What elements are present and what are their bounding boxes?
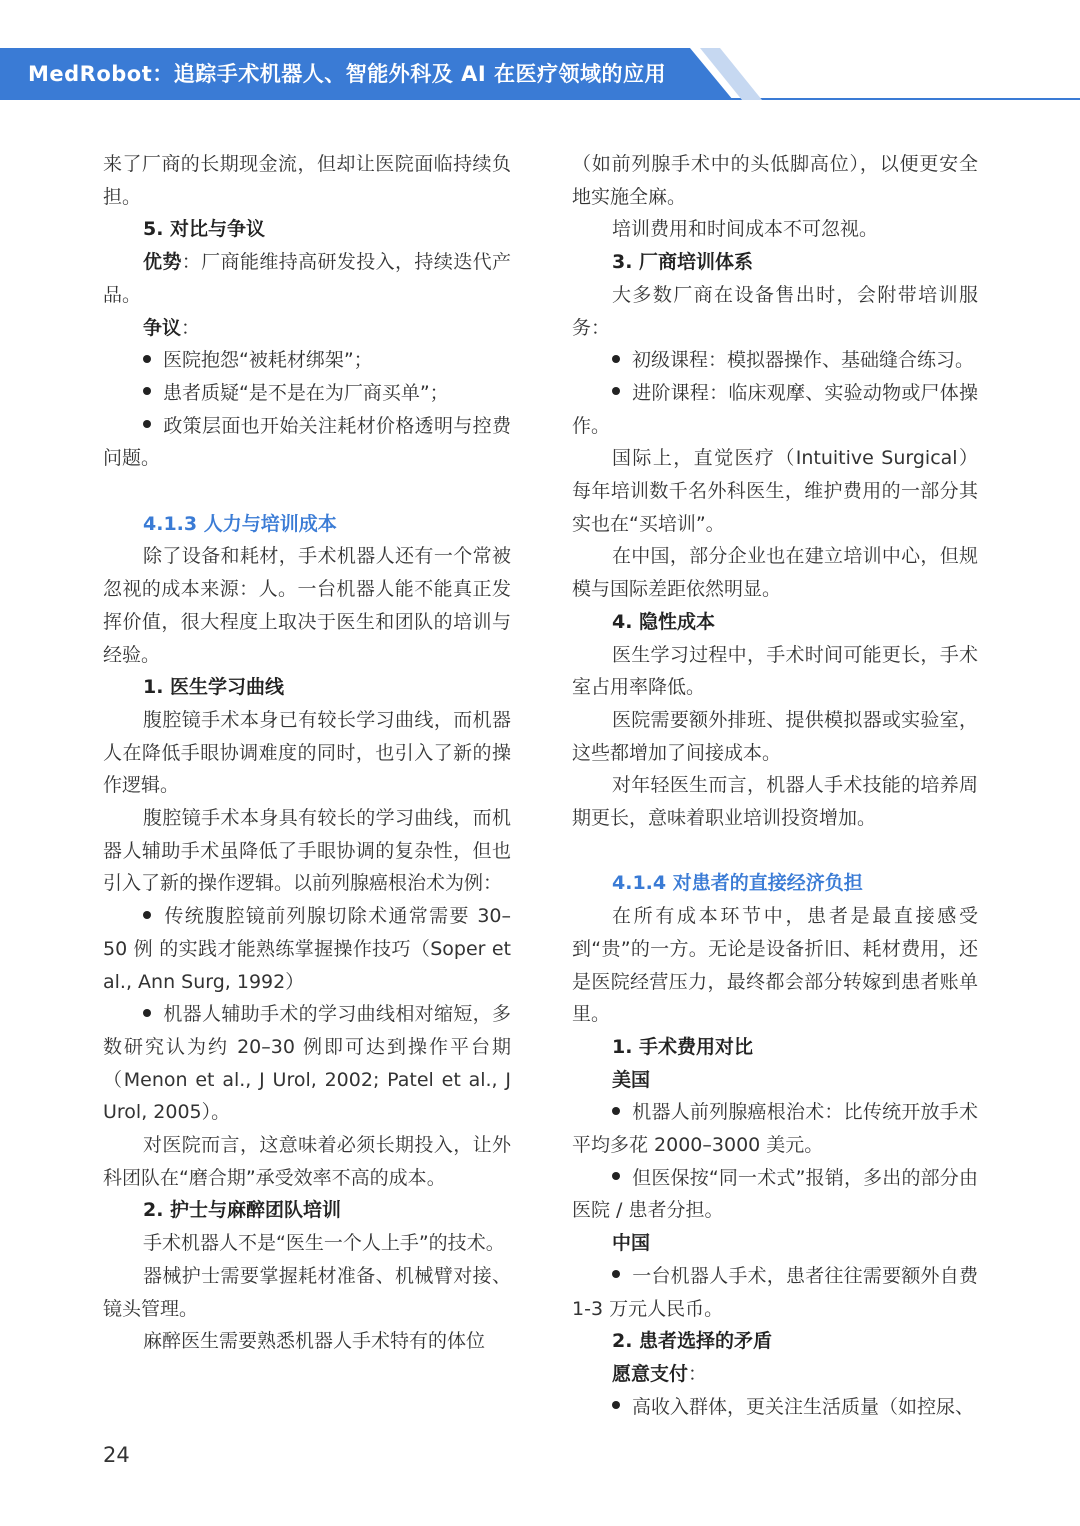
paragraph-dispute xyxy=(103,312,511,345)
paragraph: 在所有成本环节中，患者是最直接感受到“贵”的一方。无论是设备折旧、耗材费用，还是医院经营压力，最终都会部分转嫁到患者账单里。 xyxy=(572,905,978,1026)
bullet-item xyxy=(103,344,511,377)
label-china: 中国 xyxy=(612,1232,651,1255)
paragraph: 在中国，部分企业也在建立培训中心，但规模与国际差距依然明显。 xyxy=(572,545,978,601)
paragraph: 器械护士需要掌握耗材准备、机械臂对接、镜头管理。 xyxy=(103,1264,511,1320)
bullet-text: 高收入群体，更关注生活质量（如控尿、 xyxy=(632,1395,975,1418)
subheading-cost-comparison: 1. 手术费用对比 xyxy=(612,1035,754,1058)
bullet-text: 机器人辅助手术的学习曲线相对缩短，多数研究认为约 20–30 例即可达到操作平台期（Menon et al., J Urol, 2002; Patel et al., J Urol, 2005）。 xyxy=(103,1003,511,1124)
bullet-text: 政策层面也开始关注耗材价格透明与控费问题。 xyxy=(103,414,511,470)
bullet-item xyxy=(572,377,978,442)
paragraph: 来了厂商的长期现金流，但却让医院面临持续负担。 xyxy=(103,153,511,208)
bullet-item xyxy=(572,1260,978,1325)
bullet-text: 机器人前列腺癌根治术：比传统开放手术平均多花 2000–3000 美元。 xyxy=(572,1101,978,1157)
section-heading-4-1-3: 4.1.3 人力与培训成本 xyxy=(143,512,337,535)
bullet-item xyxy=(103,410,511,475)
bullet-dot-icon xyxy=(143,355,151,363)
bullet-dot-icon xyxy=(143,1009,151,1017)
bullet-item xyxy=(103,377,511,410)
bullet-text: 传统腹腔镜前列腺切除术通常需要 30–50 例 的实践才能熟练掌握操作技巧（Soper et al., Ann Surg, 1992） xyxy=(103,905,511,993)
bullet-item xyxy=(572,1391,978,1424)
paragraph: 医院需要额外排班、提供模拟器或实验室，这些都增加了间接成本。 xyxy=(572,708,978,764)
bullet-item xyxy=(572,1162,978,1227)
paragraph: 对年轻医生而言，机器人手术技能的培养周期更长，意味着职业培训投资增加。 xyxy=(572,774,978,830)
paragraph: 腹腔镜手术本身具有较长的学习曲线，而机器人辅助手术虽降低了手眼协调的复杂性，但也引入了新的操作逻辑。以前列腺癌根治术为例： xyxy=(103,807,511,895)
paragraph: 国际上，直觉医疗（Intuitive Surgical）每年培训数千名外科医生，维护费用的一部分其实也在“买培训”。 xyxy=(572,447,978,535)
bullet-dot-icon xyxy=(612,355,620,363)
dispute-colon: ： xyxy=(181,316,201,339)
paragraph: （如前列腺手术中的头低脚高位），以便更安全地实施全麻。 xyxy=(572,153,978,208)
subheading-vendor-training: 3. 厂商培训体系 xyxy=(612,251,754,274)
paragraph: 除了设备和耗材，手术机器人还有一个常被忽视的成本来源：人。一台机器人能不能真正发挥价值，很大程度上取决于医生和团队的培训与经验。 xyxy=(103,545,511,666)
bullet-item xyxy=(103,900,511,998)
willing-colon: ： xyxy=(688,1363,708,1385)
header-band-graphic xyxy=(0,0,1080,110)
subheading-hidden-cost: 4. 隐性成本 xyxy=(612,610,716,633)
subheading-learning-curve: 1. 医生学习曲线 xyxy=(143,676,285,699)
paragraph: 培训费用和时间成本不可忽视。 xyxy=(612,218,879,241)
bullet-text: 一台机器人手术，患者往往需要额外自费 1-3 万元人民币。 xyxy=(572,1264,978,1320)
label-dispute: 争议 xyxy=(143,316,182,339)
bullet-text: 患者质疑“是不是在为厂商买单”； xyxy=(163,381,449,404)
paragraph: 麻醉医生需要熟悉机器人手术特有的体位 xyxy=(143,1330,486,1353)
subheading-comparison: 5. 对比与争议 xyxy=(143,218,266,241)
bullet-text: 初级课程：模拟器操作、基础缝合练习。 xyxy=(632,349,975,372)
paragraph-willing xyxy=(572,1358,978,1391)
bullet-text: 医院抱怨“被耗材绑架”； xyxy=(163,349,373,372)
bullet-dot-icon xyxy=(612,1401,620,1409)
section-heading-4-1-4: 4.1.4 对患者的直接经济负担 xyxy=(612,872,863,895)
header-title: MedRobot：追踪手术机器人、智能外科及 AI 在医疗领域的应用 xyxy=(28,62,666,86)
bullet-text: 进阶课程：临床观摩、实验动物或尸体操作。 xyxy=(572,381,978,437)
advantage-text: ：厂商能维持高研发投入，持续迭代产品。 xyxy=(103,251,511,306)
bullet-dot-icon xyxy=(612,1107,620,1115)
left-column xyxy=(103,148,511,1358)
bullet-dot-icon xyxy=(143,420,151,428)
page-header xyxy=(0,0,1080,110)
label-usa: 美国 xyxy=(612,1068,651,1091)
label-willing: 愿意支付 xyxy=(612,1363,689,1385)
right-column xyxy=(572,148,978,1423)
paragraph-advantage xyxy=(103,246,511,311)
subheading-nurse-training: 2. 护士与麻醉团队培训 xyxy=(143,1199,342,1222)
subheading-patient-choice: 2. 患者选择的矛盾 xyxy=(612,1330,773,1353)
bullet-dot-icon xyxy=(143,387,151,395)
paragraph: 大多数厂商在设备售出时，会附带培训服务： xyxy=(572,283,978,339)
paragraph: 对医院而言，这意味着必须长期投入，让外科团队在“磨合期”承受效率不高的成本。 xyxy=(103,1134,511,1189)
paragraph: 腹腔镜手术本身已有较长学习曲线，而机器人在降低手眼协调难度的同时，也引入了新的操作逻辑。 xyxy=(103,708,511,797)
bullet-dot-icon xyxy=(612,1172,620,1180)
bullet-item xyxy=(572,1096,978,1161)
bullet-item xyxy=(572,344,978,377)
bullet-dot-icon xyxy=(612,387,620,395)
page-number: 24 xyxy=(103,1443,130,1467)
label-advantage: 优势 xyxy=(143,251,182,274)
bullet-text: 但医保按“同一术式”报销，多出的部分由医院 / 患者分担。 xyxy=(572,1166,978,1222)
bullet-dot-icon xyxy=(143,911,151,919)
paragraph: 医生学习过程中，手术时间可能更长，手术室占用率降低。 xyxy=(572,643,978,699)
paragraph: 手术机器人不是“医生一个人上手”的技术。 xyxy=(143,1232,505,1255)
bullet-item xyxy=(103,998,511,1129)
bullet-dot-icon xyxy=(612,1270,620,1278)
